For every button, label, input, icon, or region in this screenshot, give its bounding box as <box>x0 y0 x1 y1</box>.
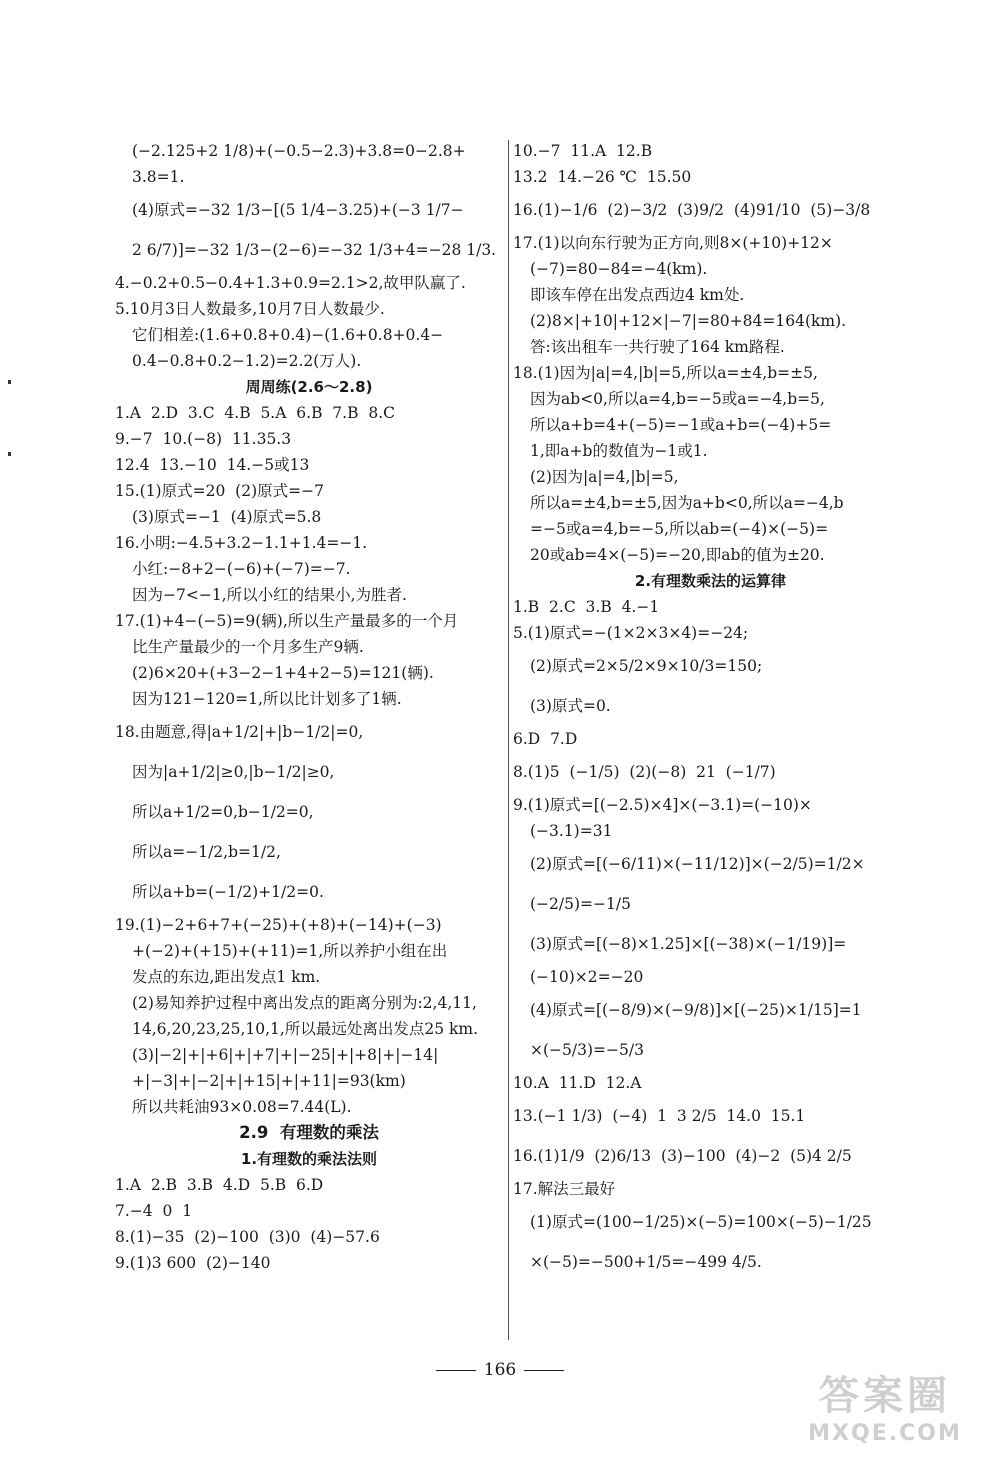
answer-line: 16.小明:−4.5+3.2−1.1+1.4=−1. <box>115 534 368 552</box>
answer-line: (3)原式=[(−8)×1.25]×[(−38)×(−1/19)]= <box>530 935 847 953</box>
answer-line: 6.D 7.D <box>513 730 578 748</box>
answer-line: 所以a+b=4+(−5)=−1或a+b=(−4)+5= <box>530 416 832 434</box>
answer-line: 所以a+b=(−1/2)+1/2=0. <box>132 883 324 901</box>
answer-line: +|−3|+|−2|+|+15|+|+11|=93(km) <box>132 1072 406 1090</box>
answer-line: 14,6,20,23,25,10,1,所以最远处离出发点25 km. <box>132 1020 478 1038</box>
answer-line: 20或ab=4×(−5)=−20,即ab的值为±20. <box>530 546 825 564</box>
answer-line: 所以a=±4,b=±5,因为a+b<0,所以a=−4,b <box>530 494 844 512</box>
answer-line: 13.(−1 1/3) (−4) 1 3 2/5 14.0 15.1 <box>513 1107 806 1125</box>
answer-line: 1.A 2.B 3.B 4.D 5.B 6.D <box>115 1176 324 1194</box>
answer-line: 因为121−120=1,所以比计划多了1辆. <box>132 690 402 708</box>
answer-line: 9.(1)3 600 (2)−140 <box>115 1254 271 1272</box>
answer-line: (2)6×20+(+3−2−1+4+2−5)=121(辆). <box>132 664 434 682</box>
answer-line: (2)8×|+10|+12×|−7|=80+84=164(km). <box>530 312 847 330</box>
column-divider <box>508 140 509 1340</box>
answer-line: 1.B 2.C 3.B 4.−1 <box>513 598 660 616</box>
answer-line: (4)原式=[(−8/9)×(−9/8)]×[(−25)×1/15]=1 <box>530 1001 862 1019</box>
footer-dash <box>436 1370 476 1371</box>
answer-line: (−2.125+2 1/8)+(−0.5−2.3)+3.8=0−2.8+ <box>132 142 466 160</box>
answer-line: (2)因为|a|=4,|b|=5, <box>530 468 679 486</box>
answer-line: ×(−5/3)=−5/3 <box>530 1041 644 1059</box>
answer-line: 16.(1)−1/6 (2)−3/2 (3)9/2 (4)91/10 (5)−3/8 <box>513 201 871 219</box>
answer-line: (4)原式=−32 1/3−[(5 1/4−3.25)+(−3 1/7− <box>132 201 464 219</box>
watermark-title: 答案圈 <box>819 1373 951 1419</box>
answer-line: 15.(1)原式=20 (2)原式=−7 <box>115 482 324 500</box>
answer-line: =−5或a=4,b=−5,所以ab=(−4)×(−5)= <box>530 520 829 538</box>
answer-line: 0.4−0.8+0.2−1.2)=2.2(万人). <box>132 352 362 370</box>
answer-line: 10.A 11.D 12.A <box>513 1074 642 1092</box>
footer-dash <box>524 1370 564 1371</box>
answer-line: 5.10月3日人数最多,10月7日人数最少. <box>115 300 385 318</box>
answer-line: 17.解法三最好 <box>513 1180 616 1198</box>
answer-line: 比生产量最少的一个月多生产9辆. <box>132 638 364 656</box>
answer-line: 所以a+1/2=0,b−1/2=0, <box>132 803 314 821</box>
section-heading: 周周练(2.6～2.8) <box>245 378 373 396</box>
answer-line: 16.(1)1/9 (2)6/13 (3)−100 (4)−2 (5)4 2/5 <box>513 1147 852 1165</box>
answer-line: 9.−7 10.(−8) 11.35.3 <box>115 430 292 448</box>
answer-line: 5.(1)原式=−(1×2×3×4)=−24; <box>513 624 749 642</box>
page-number: 166 <box>483 1360 517 1380</box>
answer-line: 因为|a+1/2|≥0,|b−1/2|≥0, <box>132 763 335 781</box>
answer-line: 即该车停在出发点西边4 km处. <box>530 286 745 304</box>
answer-line: 因为ab<0,所以a=4,b=−5或a=−4,b=5, <box>530 390 825 408</box>
answer-line: 18.(1)因为|a|=4,|b|=5,所以a=±4,b=±5, <box>513 364 818 382</box>
left-column <box>115 138 503 1276</box>
answer-line: (−2/5)=−1/5 <box>530 895 631 913</box>
answer-line: 10.−7 11.A 12.B <box>513 142 653 160</box>
answer-line: (−7)=80−84=−4(km). <box>530 260 708 278</box>
section-heading: 1.有理数的乘法法则 <box>240 1150 378 1168</box>
answer-line: 8.(1)5 (−1/5) (2)(−8) 21 (−1/7) <box>513 763 776 781</box>
section-heading: 2.9 有理数的乘法 <box>239 1123 379 1142</box>
answer-line: 8.(1)−35 (2)−100 (3)0 (4)−57.6 <box>115 1228 380 1246</box>
answer-line: 2 6/7)]=−32 1/3−(2−6)=−32 1/3+4=−28 1/3. <box>132 241 497 259</box>
answer-line: 18.由题意,得|a+1/2|+|b−1/2|=0, <box>115 723 364 741</box>
answer-line: 9.(1)原式=[(−2.5)×4]×(−3.1)=(−10)× <box>513 796 812 814</box>
answer-line: ×(−5)=−500+1/5=−499 4/5. <box>530 1253 762 1271</box>
section-heading: 2.有理数乘法的运算律 <box>634 572 787 590</box>
answer-line: 13.2 14.−26 ℃ 15.50 <box>513 168 692 186</box>
answer-line: 12.4 13.−10 14.−5或13 <box>115 456 310 474</box>
answer-line: 小红:−8+2−(−6)+(−7)=−7. <box>132 560 351 578</box>
watermark-site: MXQE.COM <box>808 1421 962 1446</box>
answer-line: 1,即a+b的数值为−1或1. <box>530 442 708 460</box>
answer-line: (3)|−2|+|+6|+|+7|+|−25|+|+8|+|−14| <box>132 1046 439 1064</box>
watermark-logo <box>800 1371 970 1461</box>
answer-line: 4.−0.2+0.5−0.4+1.3+0.9=2.1>2,故甲队赢了. <box>115 274 466 292</box>
answer-line: (1)原式=(100−1/25)×(−5)=100×(−5)−1/25 <box>530 1213 872 1231</box>
answer-line: +(−2)+(+15)+(+11)=1,所以养护小组在出 <box>132 942 448 960</box>
answer-line: 它们相差:(1.6+0.8+0.4)−(1.6+0.8+0.4− <box>132 326 444 344</box>
answer-line: 3.8=1. <box>132 168 185 186</box>
answer-line: 17.(1)以向东行驶为正方向,则8×(+10)+12× <box>513 234 833 252</box>
answer-line: (−3.1)=31 <box>530 822 613 840</box>
answer-line: 发点的东边,距出发点1 km. <box>132 968 321 986</box>
answer-line: (3)原式=−1 (4)原式=5.8 <box>132 508 322 526</box>
answer-line: 因为−7<−1,所以小红的结果小,为胜者. <box>132 586 407 604</box>
answer-line: (−10)×2=−20 <box>530 968 644 986</box>
answer-line: (2)原式=[(−6/11)×(−11/12)]×(−2/5)=1/2× <box>530 855 865 873</box>
answer-line: 答:该出租车一共行驶了164 km路程. <box>530 338 785 356</box>
margin-mark <box>8 380 11 384</box>
answer-line: 1.A 2.D 3.C 4.B 5.A 6.B 7.B 8.C <box>115 404 395 422</box>
answer-line: (2)原式=2×5/2×9×10/3=150; <box>530 657 763 675</box>
margin-mark <box>8 452 11 456</box>
answer-line: 所以共耗油93×0.08=7.44(L). <box>132 1098 352 1116</box>
answer-line: (3)原式=0. <box>530 697 611 715</box>
answer-line: 所以a=−1/2,b=1/2, <box>132 843 281 861</box>
answer-line: 19.(1)−2+6+7+(−25)+(+8)+(−14)+(−3) <box>115 916 442 934</box>
right-column <box>513 138 908 1282</box>
answer-line: 7.−4 0 1 <box>115 1202 193 1220</box>
answer-line: (2)易知养护过程中离出发点的距离分别为:2,4,11, <box>132 994 477 1012</box>
answer-line: 17.(1)+4−(−5)=9(辆),所以生产量最多的一个月 <box>115 612 459 630</box>
